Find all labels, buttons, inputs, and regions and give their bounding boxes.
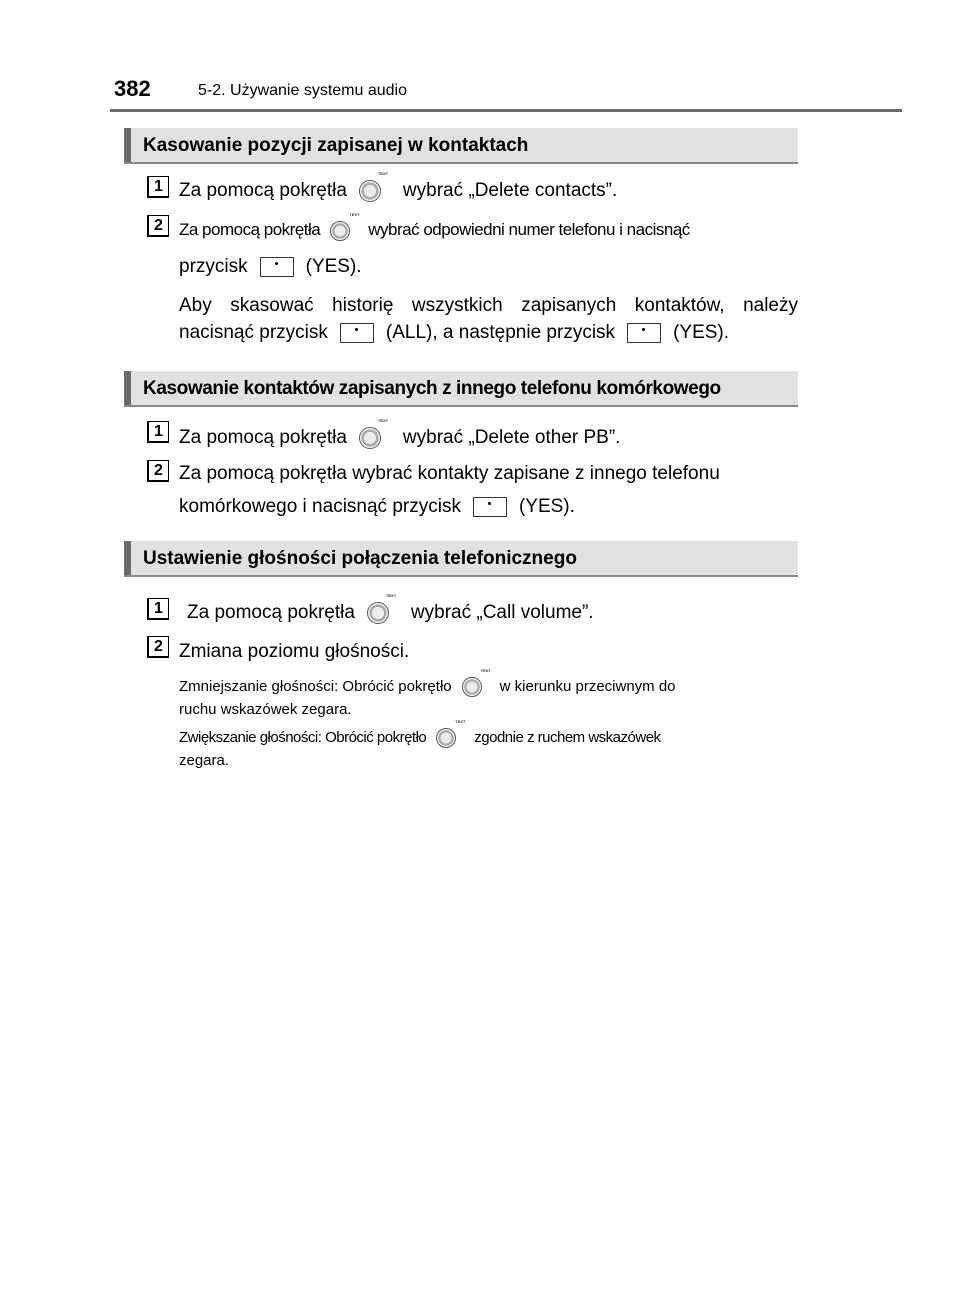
dial-knob-icon bbox=[359, 427, 381, 449]
preset-button-icon bbox=[473, 497, 507, 517]
step-text bbox=[187, 602, 594, 624]
dial-knob-icon bbox=[367, 602, 389, 624]
step-text bbox=[179, 220, 690, 241]
step-text-pre: przycisk bbox=[179, 256, 248, 277]
step-text bbox=[179, 427, 620, 449]
step-text-post: wybrać „Call volume”. bbox=[410, 602, 594, 624]
step-text bbox=[179, 180, 617, 202]
note-text-continued: ruchu wskazówek zegara. bbox=[179, 701, 352, 718]
section-title: Ustawienie głośności połączenia telefonicznego bbox=[143, 548, 577, 569]
dial-knob-icon bbox=[436, 728, 456, 748]
section-heading bbox=[124, 371, 798, 407]
step-text-pre: komórkowego i nacisnąć przycisk bbox=[179, 496, 461, 517]
step-number: 2 bbox=[147, 460, 169, 482]
step-text-post: (YES). bbox=[518, 496, 575, 517]
note-text: Aby skasować historię wszystkich zapisanych kontaktów, należy bbox=[179, 295, 798, 316]
dial-knob-icon bbox=[359, 180, 381, 202]
page-number: 382 bbox=[114, 76, 151, 101]
step-number: 1 bbox=[147, 176, 169, 198]
chapter-title: 5-2. Używanie systemu audio bbox=[198, 82, 407, 99]
step-number: 1 bbox=[147, 421, 169, 443]
header-rule bbox=[110, 109, 902, 112]
step-number: 2 bbox=[147, 636, 169, 658]
section-heading bbox=[124, 128, 798, 164]
note-text-continued: zegara. bbox=[179, 752, 230, 769]
note-text-pre: Zwiększanie głośności: Obrócić pokrętło bbox=[179, 728, 427, 746]
dial-knob-icon bbox=[330, 221, 350, 241]
step-text-post: wybrać „Delete other PB”. bbox=[402, 427, 621, 449]
step-text-continued bbox=[179, 496, 575, 518]
note-text-mid: (ALL), a następnie przycisk bbox=[385, 322, 616, 343]
step-text-pre: Za pomocą pokrętła bbox=[179, 220, 321, 239]
section-heading bbox=[124, 541, 798, 577]
preset-button-icon bbox=[340, 323, 374, 343]
step-text: Zmiana poziomu głośności. bbox=[179, 641, 410, 662]
step-text-post: wybrać „Delete contacts”. bbox=[402, 180, 618, 202]
step-number: 2 bbox=[147, 215, 169, 237]
note-text bbox=[179, 677, 676, 697]
note-text-post: (YES). bbox=[673, 322, 730, 343]
note-text-pre: Zmniejszanie głośności: Obrócić pokrętło bbox=[179, 677, 452, 695]
note-text-pre: nacisnąć przycisk bbox=[179, 322, 328, 343]
step-text-pre: Za pomocą pokrętła bbox=[179, 180, 347, 202]
step-text: Za pomocą pokrętła wybrać kontakty zapisane z innego telefonu bbox=[179, 463, 720, 484]
dial-knob-icon bbox=[462, 677, 482, 697]
step-text-post: (YES). bbox=[305, 256, 362, 277]
section-title: Kasowanie pozycji zapisanej w kontaktach bbox=[143, 135, 529, 156]
note-text bbox=[179, 728, 661, 748]
note-text-continued bbox=[179, 322, 729, 344]
step-text-pre: Za pomocą pokrętła bbox=[179, 427, 347, 449]
step-text-continued bbox=[179, 256, 362, 278]
preset-button-icon bbox=[627, 323, 661, 343]
section-title: Kasowanie kontaktów zapisanych z innego telefonu komórkowego bbox=[143, 378, 721, 399]
note-text-post: zgodnie z ruchem wskazówek bbox=[474, 728, 661, 746]
step-text-post: wybrać odpowiedni numer telefonu i nacisnąć bbox=[368, 220, 690, 239]
note-text-post: w kierunku przeciwnym do bbox=[499, 677, 676, 695]
preset-button-icon bbox=[260, 257, 294, 277]
step-text-pre: Za pomocą pokrętła bbox=[187, 602, 355, 624]
step-number: 1 bbox=[147, 598, 169, 620]
